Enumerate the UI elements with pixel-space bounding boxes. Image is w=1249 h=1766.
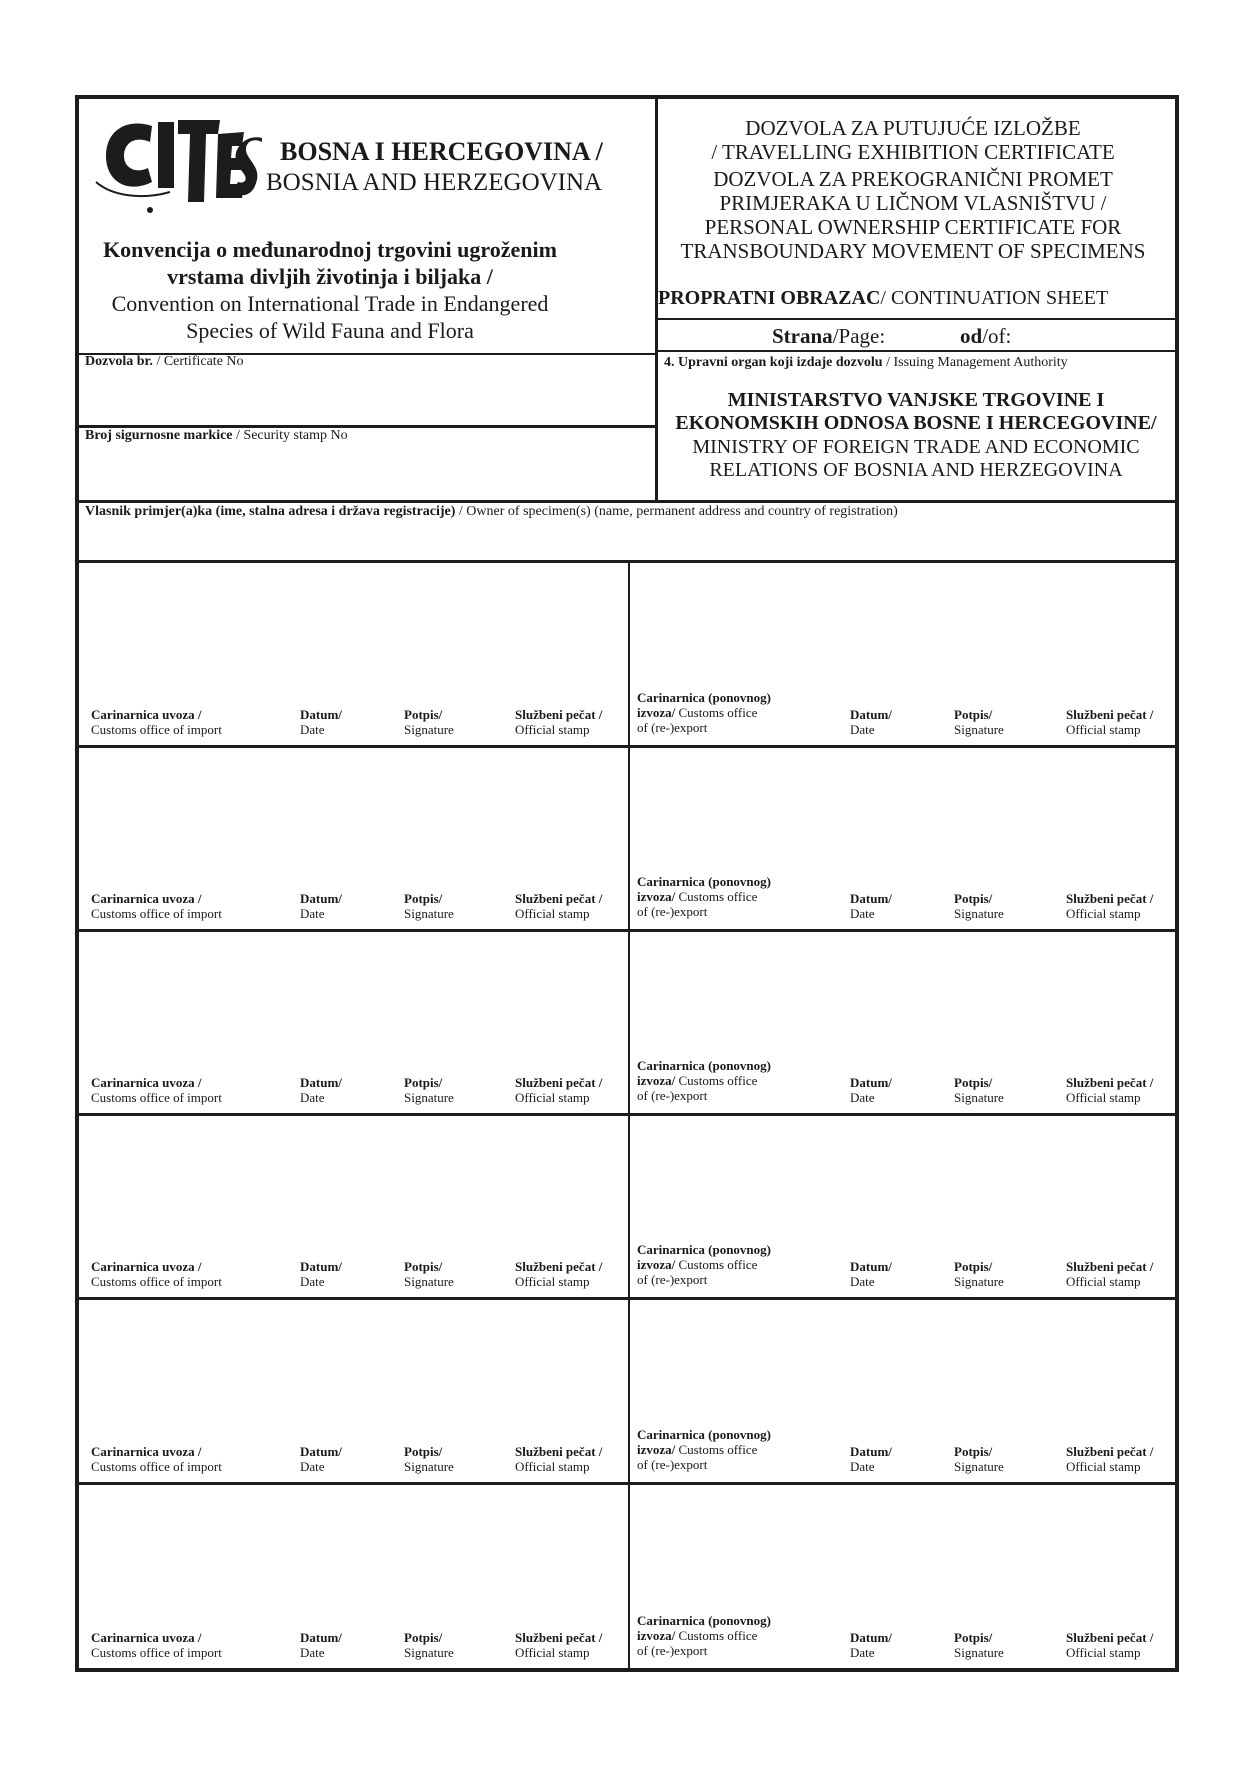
- export-date-label-bs: Datum/: [850, 891, 892, 906]
- import-signature-label-bs: Potpis/: [404, 707, 443, 722]
- export-date-label-en: Date: [850, 1090, 875, 1105]
- export-date-label-en: Date: [850, 1274, 875, 1289]
- import-signature-label-bs: Potpis/: [404, 891, 443, 906]
- import-signature-label-en: Signature: [404, 722, 454, 737]
- export-date-label-bs: Datum/: [850, 1075, 892, 1090]
- import-stamp-label: [515, 1075, 602, 1105]
- stamp-no-en: / Security stamp No: [232, 428, 348, 443]
- owner-label: [85, 504, 898, 520]
- convention-en-2: Species of Wild Fauna and Flora: [186, 318, 474, 343]
- export-stamp-label-en: Official stamp: [1066, 722, 1141, 737]
- export-office-line-2: [637, 705, 771, 720]
- export-signature-label: [954, 1630, 1004, 1660]
- export-signature-label-bs: Potpis/: [954, 1630, 993, 1645]
- export-office-en-1: Customs office: [675, 889, 758, 904]
- cert-title-1-bs: DOZVOLA ZA PUTUJUĆE IZLOŽBE: [745, 116, 1081, 140]
- stamp-no-label: [85, 428, 348, 444]
- export-signature-label-en: Signature: [954, 1090, 1004, 1105]
- export-office-bs-1: Carinarnica (ponovnog): [637, 690, 771, 705]
- export-office-bs-2: izvoza/: [637, 1257, 676, 1272]
- export-office-bs-2: izvoza/: [637, 705, 676, 720]
- import-office-label: [91, 1444, 222, 1474]
- import-stamp-label-en: Official stamp: [515, 1090, 590, 1105]
- export-date-label-bs: Datum/: [850, 1444, 892, 1459]
- import-signature-label: [404, 1075, 454, 1105]
- export-stamp-label: [1066, 1444, 1153, 1474]
- export-office-en-1: Customs office: [675, 1257, 758, 1272]
- export-date-label: [850, 707, 892, 737]
- export-stamp-label-en: Official stamp: [1066, 906, 1141, 921]
- page-of: [960, 324, 1011, 348]
- cert-title-2-en-2: TRANSBOUNDARY MOVEMENT OF SPECIMENS: [680, 239, 1146, 263]
- export-date-label-en: Date: [850, 906, 875, 921]
- export-office-label: [637, 1613, 771, 1658]
- owner-top-line: [77, 500, 1177, 503]
- export-stamp-label-en: Official stamp: [1066, 1090, 1141, 1105]
- cert-no-en: / Certificate No: [152, 354, 244, 369]
- export-signature-label-en: Signature: [954, 722, 1004, 737]
- import-stamp-label-en: Official stamp: [515, 906, 590, 921]
- ministry-en-1: MINISTRY OF FOREIGN TRADE AND ECONOMIC: [692, 436, 1140, 458]
- import-signature-label: [404, 1630, 454, 1660]
- export-signature-label: [954, 1444, 1004, 1474]
- export-stamp-label-bs: Službeni pečat /: [1066, 1075, 1154, 1090]
- import-stamp-label: [515, 891, 602, 921]
- import-date-label-en: Date: [300, 1645, 325, 1660]
- import-office-label: [91, 1075, 222, 1105]
- export-date-label: [850, 1075, 892, 1105]
- import-stamp-label-en: Official stamp: [515, 1459, 590, 1474]
- export-signature-label-bs: Potpis/: [954, 1444, 993, 1459]
- import-signature-label-en: Signature: [404, 1459, 454, 1474]
- export-signature-label-en: Signature: [954, 1459, 1004, 1474]
- of-en: /of:: [982, 324, 1012, 348]
- import-date-label-bs: Datum/: [300, 1075, 342, 1090]
- export-office-en-1: Customs office: [675, 1073, 758, 1088]
- import-signature-label-bs: Potpis/: [404, 1630, 443, 1645]
- import-date-label: [300, 1630, 342, 1660]
- import-stamp-label-en: Official stamp: [515, 722, 590, 737]
- export-date-label-en: Date: [850, 1645, 875, 1660]
- import-signature-label-en: Signature: [404, 906, 454, 921]
- cert-title-1-en: / TRAVELLING EXHIBITION CERTIFICATE: [711, 140, 1115, 164]
- export-stamp-label: [1066, 707, 1153, 737]
- export-date-label-en: Date: [850, 722, 875, 737]
- import-stamp-label-bs: Službeni pečat /: [515, 1444, 603, 1459]
- sheet-bs: PROPRATNI OBRAZAC: [658, 287, 881, 309]
- import-signature-label-en: Signature: [404, 1090, 454, 1105]
- import-stamp-label-bs: Službeni pečat /: [515, 707, 603, 722]
- country-bs: BOSNA I HERCEGOVINA /: [280, 137, 603, 166]
- import-date-label: [300, 1075, 342, 1105]
- export-office-bs-2: izvoza/: [637, 1628, 676, 1643]
- export-stamp-label-bs: Službeni pečat /: [1066, 891, 1154, 906]
- export-office-label: [637, 1058, 771, 1103]
- export-stamp-label-bs: Službeni pečat /: [1066, 1259, 1154, 1274]
- export-office-en-2: of (re-)export: [637, 1457, 708, 1472]
- export-signature-label-bs: Potpis/: [954, 1259, 993, 1274]
- ministry-en-2: RELATIONS OF BOSNIA AND HERZEGOVINA: [709, 459, 1123, 481]
- import-stamp-label-bs: Službeni pečat /: [515, 891, 603, 906]
- import-stamp-label: [515, 707, 602, 737]
- import-signature-label-bs: Potpis/: [404, 1075, 443, 1090]
- import-signature-label: [404, 1444, 454, 1474]
- export-office-label: [637, 1427, 771, 1472]
- export-office-bs-2: izvoza/: [637, 889, 676, 904]
- page-line: [655, 350, 1177, 352]
- export-office-bs-1: Carinarnica (ponovnog): [637, 1242, 771, 1257]
- import-date-label-en: Date: [300, 722, 325, 737]
- export-stamp-label: [1066, 1630, 1153, 1660]
- cert-title-2-bs-2: PRIMJERAKA U LIČNOM VLASNIŠTVU /: [719, 191, 1107, 215]
- import-signature-label: [404, 707, 454, 737]
- export-date-label-bs: Datum/: [850, 707, 892, 722]
- export-signature-label: [954, 707, 1004, 737]
- export-office-line-2: [637, 889, 771, 904]
- export-office-label: [637, 874, 771, 919]
- import-date-label-en: Date: [300, 1274, 325, 1289]
- export-office-label: [637, 690, 771, 735]
- import-date-label-bs: Datum/: [300, 1259, 342, 1274]
- import-signature-label-en: Signature: [404, 1274, 454, 1289]
- stamp-no-bs: Broj sigurnosne markice: [85, 428, 233, 443]
- authority-label: [664, 355, 1068, 371]
- export-office-line-2: [637, 1257, 771, 1272]
- import-signature-label-en: Signature: [404, 1645, 454, 1660]
- import-date-label: [300, 1444, 342, 1474]
- export-office-en-1: Customs office: [675, 705, 758, 720]
- import-office-label-en: Customs office of import: [91, 1274, 222, 1289]
- import-office-label: [91, 1630, 222, 1660]
- ministry-bs-1: MINISTARSTVO VANJSKE TRGOVINE I: [727, 389, 1105, 411]
- owner-en: / Owner of specimen(s) (name, permanent address and country of registration): [455, 504, 898, 519]
- page-en: /Page:: [832, 324, 886, 348]
- import-date-label-bs: Datum/: [300, 1630, 342, 1645]
- of-bs: od: [960, 324, 983, 348]
- convention-en-1: Convention on International Trade in Endangered: [111, 291, 549, 316]
- import-office-label-en: Customs office of import: [91, 1645, 222, 1660]
- owner-field[interactable]: [77, 522, 1177, 560]
- cites-logo: [92, 112, 264, 217]
- import-office-label-en: Customs office of import: [91, 1090, 222, 1105]
- export-office-line-2: [637, 1442, 771, 1457]
- import-date-label: [300, 1259, 342, 1289]
- export-stamp-label-bs: Službeni pečat /: [1066, 1444, 1154, 1459]
- export-office-en-2: of (re-)export: [637, 1643, 708, 1658]
- import-stamp-label: [515, 1630, 602, 1660]
- export-office-line-2: [637, 1628, 771, 1643]
- export-signature-label-en: Signature: [954, 906, 1004, 921]
- export-office-bs-2: izvoza/: [637, 1442, 676, 1457]
- export-office-en-2: of (re-)export: [637, 1088, 708, 1103]
- export-office-en-1: Customs office: [675, 1442, 758, 1457]
- page-bs: Strana: [772, 324, 833, 348]
- import-stamp-label-bs: Službeni pečat /: [515, 1630, 603, 1645]
- cert-no-bs: Dozvola br.: [85, 354, 153, 369]
- sheet-en: / CONTINUATION SHEET: [880, 287, 1109, 309]
- import-date-label-bs: Datum/: [300, 1444, 342, 1459]
- cert-no-label: [85, 354, 244, 370]
- export-stamp-label: [1066, 1259, 1153, 1289]
- export-office-en-1: Customs office: [675, 1628, 758, 1643]
- export-office-bs-1: Carinarnica (ponovnog): [637, 1613, 771, 1628]
- ministry-bs-2: EKONOMSKIH ODNOSA BOSNE I HERCEGOVINE/: [675, 412, 1157, 434]
- cert-no-field[interactable]: [77, 372, 655, 424]
- import-office-label-en: Customs office of import: [91, 906, 222, 921]
- import-stamp-label: [515, 1259, 602, 1289]
- import-office-label-bs: Carinarnica uvoza /: [91, 1630, 202, 1645]
- cert-title-2-en-1: PERSONAL OWNERSHIP CERTIFICATE FOR: [704, 215, 1122, 239]
- import-office-label-bs: Carinarnica uvoza /: [91, 1075, 202, 1090]
- export-office-en-2: of (re-)export: [637, 904, 708, 919]
- import-date-label-bs: Datum/: [300, 891, 342, 906]
- import-stamp-label-en: Official stamp: [515, 1645, 590, 1660]
- authority-en: / Issuing Management Authority: [882, 355, 1068, 370]
- import-office-label-bs: Carinarnica uvoza /: [91, 1444, 202, 1459]
- export-signature-label-bs: Potpis/: [954, 891, 993, 906]
- export-office-line-2: [637, 1073, 771, 1088]
- export-stamp-label-bs: Službeni pečat /: [1066, 1630, 1154, 1645]
- export-office-bs-1: Carinarnica (ponovnog): [637, 874, 771, 889]
- owner-bs: Vlasnik primjer(a)ka (ime, stalna adresa i država registracije): [85, 504, 456, 519]
- export-office-bs-1: Carinarnica (ponovnog): [637, 1058, 771, 1073]
- export-office-en-2: of (re-)export: [637, 1272, 708, 1287]
- export-stamp-label-en: Official stamp: [1066, 1274, 1141, 1289]
- page-counter: [772, 324, 885, 348]
- import-office-label: [91, 1259, 222, 1289]
- export-office-label: [637, 1242, 771, 1287]
- export-signature-label-en: Signature: [954, 1645, 1004, 1660]
- export-date-label-bs: Datum/: [850, 1630, 892, 1645]
- import-office-label-bs: Carinarnica uvoza /: [91, 1259, 202, 1274]
- export-signature-label-bs: Potpis/: [954, 707, 993, 722]
- export-office-en-2: of (re-)export: [637, 720, 708, 735]
- export-signature-label-bs: Potpis/: [954, 1075, 993, 1090]
- continuation-sheet: [658, 286, 1174, 310]
- import-signature-label: [404, 891, 454, 921]
- export-stamp-label: [1066, 891, 1153, 921]
- import-office-label-en: Customs office of import: [91, 1459, 222, 1474]
- export-signature-label: [954, 891, 1004, 921]
- stamp-no-field[interactable]: [77, 446, 655, 498]
- import-stamp-label: [515, 1444, 602, 1474]
- export-office-bs-1: Carinarnica (ponovnog): [637, 1427, 771, 1442]
- convention-bs-1: Konvencija o međunarodnoj trgovini ugroženim: [103, 237, 557, 262]
- import-stamp-label-bs: Službeni pečat /: [515, 1075, 603, 1090]
- import-signature-label-bs: Potpis/: [404, 1444, 443, 1459]
- import-date-label: [300, 891, 342, 921]
- export-date-label: [850, 1444, 892, 1474]
- export-signature-label: [954, 1259, 1004, 1289]
- export-date-label: [850, 1259, 892, 1289]
- cert-title-2-bs-1: DOZVOLA ZA PREKOGRANIČNI PROMET: [713, 167, 1113, 191]
- import-date-label-en: Date: [300, 1090, 325, 1105]
- export-stamp-label-en: Official stamp: [1066, 1459, 1141, 1474]
- sheet-line: [655, 318, 1177, 320]
- export-stamp-label: [1066, 1075, 1153, 1105]
- import-office-label: [91, 891, 222, 921]
- import-date-label-en: Date: [300, 906, 325, 921]
- import-stamp-label-en: Official stamp: [515, 1274, 590, 1289]
- export-stamp-label-bs: Službeni pečat /: [1066, 707, 1154, 722]
- import-office-label: [91, 707, 222, 737]
- country-en: BOSNIA AND HERZEGOVINA: [266, 169, 603, 196]
- export-signature-label: [954, 1075, 1004, 1105]
- import-date-label-en: Date: [300, 1459, 325, 1474]
- export-office-bs-2: izvoza/: [637, 1073, 676, 1088]
- convention-bs-2: vrstama divljih životinja i biljaka /: [167, 264, 493, 289]
- import-date-label-bs: Datum/: [300, 707, 342, 722]
- import-signature-label: [404, 1259, 454, 1289]
- import-signature-label-bs: Potpis/: [404, 1259, 443, 1274]
- authority-bs: 4. Upravni organ koji izdaje dozvolu: [664, 355, 883, 370]
- export-stamp-label-en: Official stamp: [1066, 1645, 1141, 1660]
- export-date-label: [850, 1630, 892, 1660]
- import-stamp-label-bs: Službeni pečat /: [515, 1259, 603, 1274]
- export-signature-label-en: Signature: [954, 1274, 1004, 1289]
- export-date-label-bs: Datum/: [850, 1259, 892, 1274]
- import-office-label-en: Customs office of import: [91, 722, 222, 737]
- export-date-label: [850, 891, 892, 921]
- import-office-label-bs: Carinarnica uvoza /: [91, 707, 202, 722]
- import-date-label: [300, 707, 342, 737]
- export-date-label-en: Date: [850, 1459, 875, 1474]
- import-office-label-bs: Carinarnica uvoza /: [91, 891, 202, 906]
